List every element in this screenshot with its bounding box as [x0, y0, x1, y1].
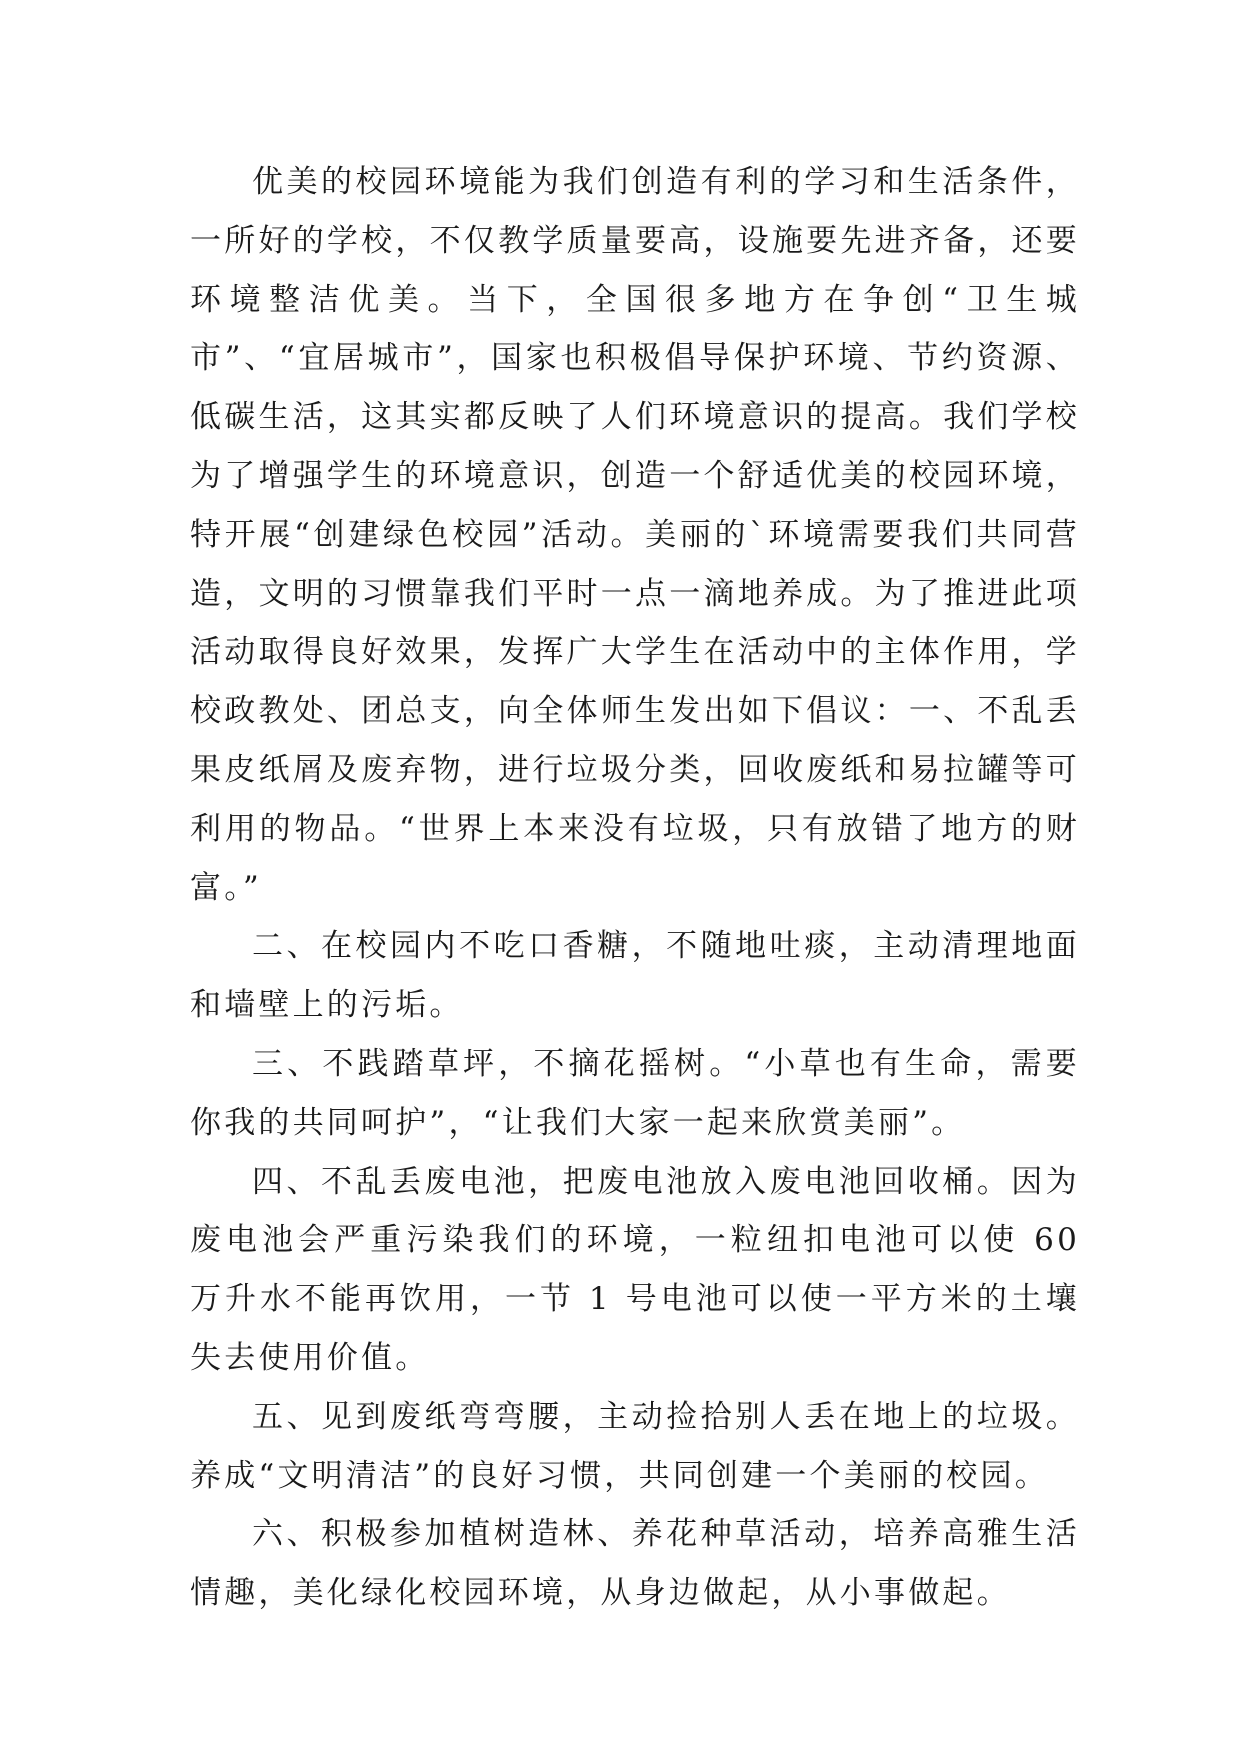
paragraph-item-5: 五、见到废纸弯弯腰，主动捡拾别人丢在地上的垃圾。养成“文明清洁”的良好习惯，共同创建一个美丽的校园。 — [190, 1398, 1080, 1494]
document-body — [190, 153, 1080, 1623]
paragraph-intro: 优美的校园环境能为我们创造有利的学习和生活条件，一所好的学校，不仅教学质量要高，设施要先进齐备，还要环境整洁优美。当下，全国很多地方在争创“卫生城市”、“宜居城市”，国家也积极倡导保护环境、节约资源、低碳生活，这其实都反映了人们环境意识的提高。我们学校为了增强学生的环境意识，创造一个舒适优美的校园环境，特开展“创建绿色校园”活动。美丽的`环境需要我们共同营造，文明的习惯靠我们平时一点一滴地养成。为了推进此项活动取得良好效果，发挥广大学生在活动中的主体作用，学校政教处、团总支，向全体师生发出如下倡议：一、不乱丢果皮纸屑及废弃物，进行垃圾分类，回收废纸和易拉罐等可利用的物品。“世界上本来没有垃圾，只有放错了地方的财富。” — [190, 164, 1080, 906]
paragraph-item-4: 四、不乱丢废电池，把废电池放入废电池回收桶。因为废电池会严重污染我们的环境，一粒纽扣电池可以使 60 万升水不能再饮用，一节 1 号电池可以使一平方米的土壤失去使用价值。 — [190, 1163, 1080, 1376]
paragraph-item-6: 六、积极参加植树造林、养花种草活动，培养高雅生活情趣，美化绿化校园环境，从身边做起，从小事做起。 — [190, 1516, 1080, 1612]
paragraph-item-3: 三、不践踏草坪，不摘花摇树。“小草也有生命，需要你我的共同呵护”，“让我们大家一起来欣赏美丽”。 — [190, 1045, 1080, 1141]
paragraph-item-2: 二、在校园内不吃口香糖，不随地吐痰，主动清理地面和墙壁上的污垢。 — [190, 928, 1080, 1024]
